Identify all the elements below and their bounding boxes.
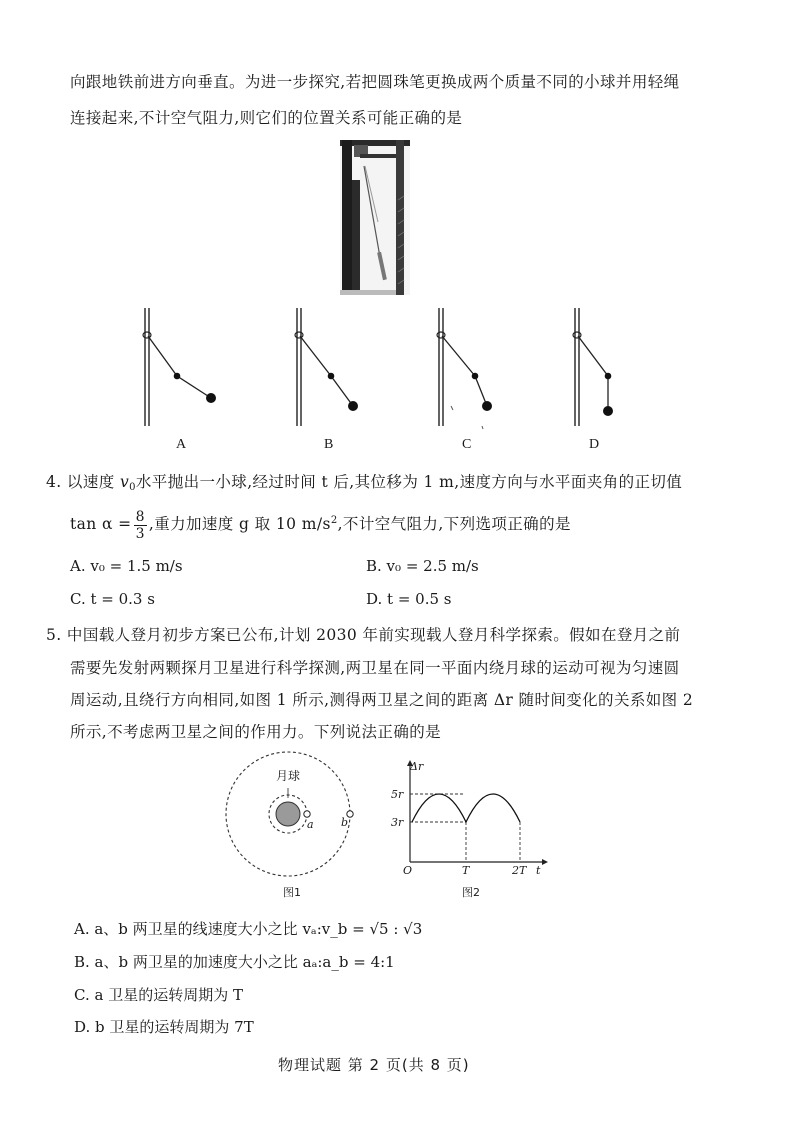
q4-option-a: A. v₀ = 1.5 m/s bbox=[70, 557, 183, 575]
option-a-diagram bbox=[140, 308, 230, 428]
option-b-diagram bbox=[292, 308, 382, 428]
graph-x-label: t bbox=[536, 864, 541, 877]
figure-2-caption: 图2 bbox=[462, 886, 480, 899]
satellite-a-label: a bbox=[307, 818, 314, 831]
q5-option-c: C. a 卫星的运转周期为 T bbox=[74, 986, 243, 1004]
q4-option-b: B. v₀ = 2.5 m/s bbox=[366, 557, 479, 575]
q4-option-d: D. t = 0.5 s bbox=[366, 590, 452, 608]
q5-text-line-2: 需要先发射两颗探月卫星进行科学探测,两卫星在同一平面内绕月球的运动可视为匀速圆 bbox=[70, 659, 680, 677]
graph-y-label: Δr bbox=[410, 760, 424, 773]
q5-option-d: D. b 卫星的运转周期为 7T bbox=[74, 1018, 254, 1036]
option-a-label: A bbox=[176, 437, 187, 452]
q4-text-line-2: tan α = $\frac{8}{3}$ ,重力加速度 g 取 10 $m/s^2$,不计空气阻力,下列选项正确的是 bbox=[70, 508, 571, 542]
figure-1-caption: 图1 bbox=[283, 886, 301, 899]
graph-xtick-T: T bbox=[462, 864, 470, 877]
option-d-diagram bbox=[570, 308, 660, 428]
satellite-b-label: b bbox=[341, 816, 349, 829]
graph-ytick-3r: 3r bbox=[391, 816, 404, 829]
q5-text-line-4: 所示,不考虑两卫星之间的作用力。下列说法正确的是 bbox=[70, 723, 442, 741]
page-footer: 物理试题 第 2 页(共 8 页) bbox=[278, 1056, 470, 1074]
tan-fraction: $\frac{8}{3}$ bbox=[135, 508, 145, 542]
q4-text-line-1: 4. 以速度 $v_0$水平抛出一小球,经过时间 t 后,其位移为 1 m,速度方向与水平面夹角的正切值 bbox=[46, 473, 683, 493]
option-b-label: B bbox=[324, 437, 334, 452]
q3-text-line-1: 向跟地铁前进方向垂直。为进一步探究,若把圆珠笔更换成两个质量不同的小球并用轻绳 bbox=[70, 73, 680, 91]
option-d-label: D bbox=[589, 437, 600, 452]
graph-ytick-5r: 5r bbox=[391, 788, 404, 801]
option-c-label: C bbox=[462, 437, 472, 452]
moon-label: 月球 bbox=[276, 769, 301, 783]
graph-origin-label: O bbox=[403, 864, 413, 877]
subway-pen-photo bbox=[340, 140, 410, 295]
q5-text-line-3: 周运动,且绕行方向相同,如图 1 所示,测得两卫星之间的距离 Δr 随时间变化的关系如图 2 bbox=[70, 691, 694, 709]
graph-xtick-2T: 2T bbox=[512, 864, 527, 877]
q5-option-b: B. a、b 两卫星的加速度大小之比 aₐ:a_b = 4:1 bbox=[74, 953, 395, 971]
figure-2-graph bbox=[402, 760, 552, 870]
q4-option-c: C. t = 0.3 s bbox=[70, 590, 155, 608]
option-c-diagram bbox=[434, 308, 524, 428]
q5-option-a: A. a、b 两卫星的线速度大小之比 vₐ:v_b = √5 : √3 bbox=[74, 920, 423, 938]
q3-text-line-2: 连接起来,不计空气阻力,则它们的位置关系可能正确的是 bbox=[70, 109, 463, 127]
q5-text-line-1: 5. 中国载人登月初步方案已公布,计划 2030 年前实现载人登月科学探索。假如在登月之前 bbox=[46, 626, 681, 644]
